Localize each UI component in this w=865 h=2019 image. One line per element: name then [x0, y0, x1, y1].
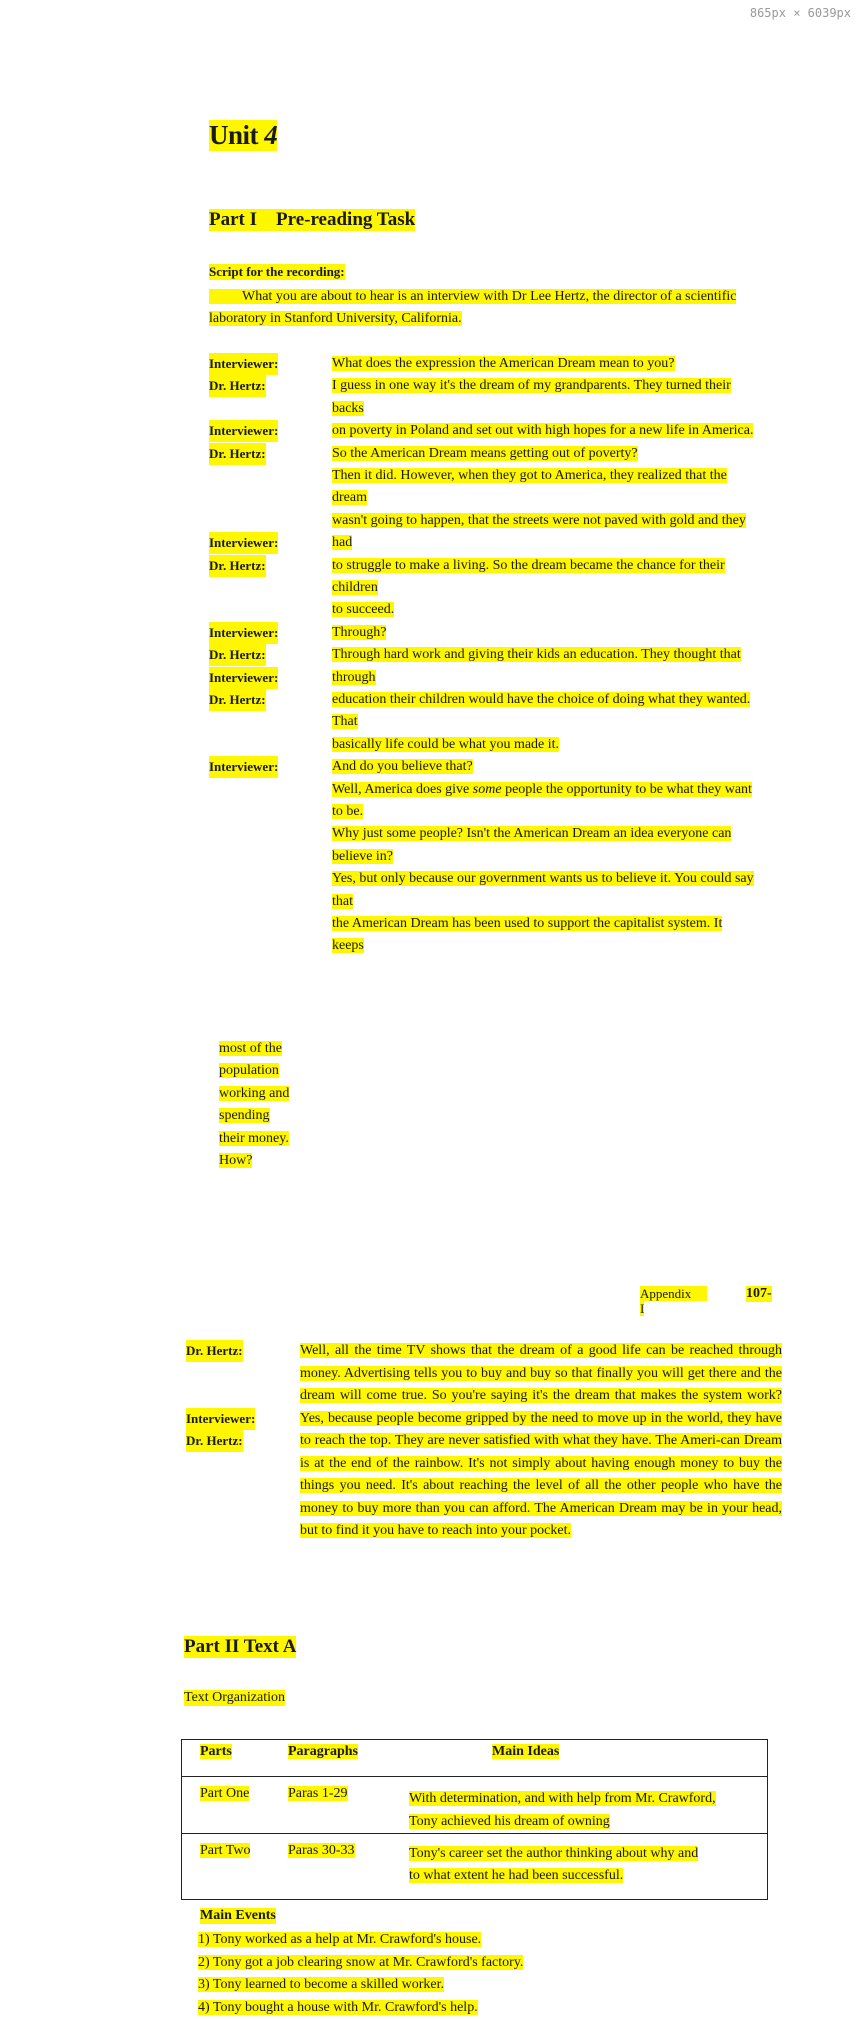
dialogue-line-text: children	[332, 580, 378, 595]
speaker-label: Dr. Hertz:	[209, 689, 266, 711]
speaker-label: Dr. Hertz:	[209, 555, 266, 577]
main-event-item: 1) Tony worked as a help at Mr. Crawford's house.	[198, 1932, 482, 1947]
speaker-label: Interviewer:	[209, 353, 278, 375]
dialogue-line-text: to struggle to make a living. So the dream became the chance for their	[332, 557, 725, 573]
dialogue-line-text: basically life could be what you made it.	[332, 736, 560, 752]
hertz-answer-paragraph	[300, 1340, 782, 1543]
speaker-label: Dr. Hertz:	[186, 1430, 243, 1452]
appendix-line2: I	[640, 1301, 645, 1316]
table-row	[182, 1777, 768, 1834]
dialogue-line-text: to be.	[332, 804, 364, 819]
dialogue-line	[332, 891, 353, 913]
table-cell-part: Part Two	[200, 1843, 251, 1858]
unit-word: Unit	[209, 120, 259, 150]
dialogue-line-text: Why just some people? Isn't the American Dream an idea everyone can	[332, 826, 732, 842]
dialogue-line	[332, 846, 393, 868]
table-header-row	[182, 1740, 768, 1777]
dialogue-line	[332, 487, 367, 509]
dialogue-line	[332, 935, 364, 957]
dialogue-line	[332, 465, 727, 487]
dialogue-line	[332, 779, 752, 801]
dialogue-line-text: Then it did. However, when they got to America, they realized that the	[332, 468, 727, 483]
dialogue-line	[332, 555, 725, 577]
dialogue-line-text: that	[332, 893, 353, 909]
dialogue-line-text: backs	[332, 400, 364, 416]
speaker-label: Dr. Hertz:	[186, 1340, 243, 1362]
dialogue-line	[332, 734, 559, 756]
dialogue-line-text: So the American Dream means getting out of poverty?	[332, 445, 638, 461]
table-row	[182, 1834, 768, 1900]
table-header: Main Ideas	[492, 1744, 560, 1759]
continued-line: How?	[219, 1153, 253, 1168]
intro-line: laboratory in Stanford University, California.	[209, 311, 462, 326]
dialogue-line-text: wasn't going to happen, that the streets were not paved with gold and they	[332, 512, 746, 528]
main-events-heading: Main Events	[200, 1908, 276, 1923]
dialogue-line-text: through	[332, 669, 376, 685]
dialogue-line	[332, 823, 731, 845]
dialogue-line	[332, 913, 722, 935]
dialogue-line	[332, 443, 638, 465]
dialogue-line-text: And do you believe that?	[332, 759, 473, 775]
intro-paragraph	[209, 286, 794, 330]
main-event-item: 4) Tony bought a house with Mr. Crawford's help.	[198, 1999, 478, 2015]
unit-number: 4	[264, 120, 278, 150]
dialogue-line-text: keeps	[332, 938, 364, 954]
table-cell-paras: Paras 1-29	[288, 1786, 348, 1801]
appendix-word: Appendix	[640, 1286, 707, 1301]
speaker-label: Interviewer:	[186, 1408, 255, 1430]
dialogue-line-text: had	[332, 535, 353, 551]
intro-line: What you are about to hear is an interview with Dr Lee Hertz, the director of a scientific	[209, 289, 736, 304]
table-cell-paras: Paras 30-33	[288, 1843, 355, 1858]
part2-title: Part II Text A	[184, 1636, 297, 1657]
dialogue-line-text: the American Dream has been used to support the capitalist system. It	[332, 916, 723, 931]
text-organization-table	[181, 1739, 768, 1900]
dialogue-line	[332, 801, 363, 823]
table-cell-idea: With determination, and with help from Mr. Crawford, Tony achieved his dream of owning	[409, 1791, 716, 1829]
speaker-label: Interviewer:	[209, 667, 278, 689]
dialogue-line	[332, 420, 753, 442]
dialogue-line-text: That	[332, 714, 358, 730]
dialogue-line-text: on poverty in Poland and set out with high hopes for a new life in America.	[332, 423, 754, 439]
dialogue-line-text: believe in?	[332, 848, 394, 864]
dialogue-line-text: education their children would have the choice of doing what they wanted.	[332, 692, 751, 707]
hertz-answer-text: Well, all the time TV shows that the dream of a good life can be reached through money. Advertising tells you to buy and buy so that finally you will get there and the dream will come true. So you're saying it's the dream that makes the system work? Yes, because people become gripped by the need to move up in the world, they have to reach the top. They are never satisfied with what they have. The Ameri-can Dream is at the end of the rainbow. It's not simply about having enough money to buy the things you need. It's about reaching the level of all the other people who have the money to buy more than you can afford. The American Dream may be in your head, but to find it you have to reach into your pocket.	[300, 1343, 782, 1538]
speaker-label: Dr. Hertz:	[209, 644, 266, 666]
part1-title: Part I Pre-reading Task	[209, 209, 416, 230]
dialogue-line	[332, 510, 746, 532]
dialogue-line	[332, 532, 352, 554]
dialogue-line-text: Through?	[332, 624, 387, 640]
dialogue-line	[332, 711, 358, 733]
dialogue-line	[332, 689, 750, 711]
text-organization-label: Text Organization	[184, 1690, 286, 1705]
dialogue-line	[332, 756, 473, 778]
table-header: Paragraphs	[288, 1744, 358, 1759]
continued-line: their money.	[219, 1130, 289, 1146]
speaker-label: Dr. Hertz:	[209, 443, 266, 465]
dialogue-line	[332, 353, 675, 375]
speaker-label: Interviewer:	[209, 420, 278, 442]
dialogue-line	[332, 622, 386, 644]
dialogue-line	[332, 375, 731, 397]
dialogue-line-text: Well, America does give some people the opportunity to be what they want	[332, 781, 752, 797]
script-heading: Script for the recording:	[209, 264, 345, 279]
dialogue-line-text: Through hard work and giving their kids an education. They thought that	[332, 647, 741, 663]
continued-line: population	[219, 1063, 279, 1079]
unit-title	[209, 120, 277, 151]
speaker-label: Interviewer:	[209, 532, 278, 554]
appendix-label	[640, 1286, 707, 1316]
dialogue-line-text: Yes, but only because our government wants us to believe it. You could say	[332, 871, 754, 887]
table-cell-part: Part One	[200, 1786, 250, 1801]
speaker-label: Interviewer:	[209, 756, 278, 778]
dialogue-line	[332, 398, 364, 420]
speaker-label: Dr. Hertz:	[209, 375, 266, 397]
table-cell-idea: Tony's career set the author thinking about why and to what extent he had been successful.	[409, 1846, 699, 1883]
page-number: 107-	[746, 1286, 772, 1301]
dialogue-line	[332, 599, 394, 621]
continued-line: spending	[219, 1108, 270, 1124]
continued-line: working and	[219, 1085, 290, 1101]
dialogue-line-text: dream	[332, 490, 367, 506]
dialogue-line	[332, 868, 754, 890]
dialogue-line	[332, 644, 741, 666]
dialogue-line-text: I guess in one way it's the dream of my grandparents. They turned their	[332, 378, 731, 394]
main-event-item: 2) Tony got a job clearing snow at Mr. Crawford's factory.	[198, 1954, 524, 1970]
dialogue-line	[332, 577, 378, 599]
dialogue-line-text: What does the expression the American Dream mean to you?	[332, 356, 675, 371]
main-event-item: 3) Tony learned to become a skilled worker.	[198, 1977, 445, 1992]
dialogue-line-text: to succeed.	[332, 602, 395, 618]
continued-line: most of the	[219, 1041, 282, 1056]
page-size-label: 865px × 6039px	[749, 6, 851, 20]
table-header: Parts	[200, 1744, 232, 1759]
dialogue-line	[332, 667, 376, 689]
speaker-label: Interviewer:	[209, 622, 278, 644]
